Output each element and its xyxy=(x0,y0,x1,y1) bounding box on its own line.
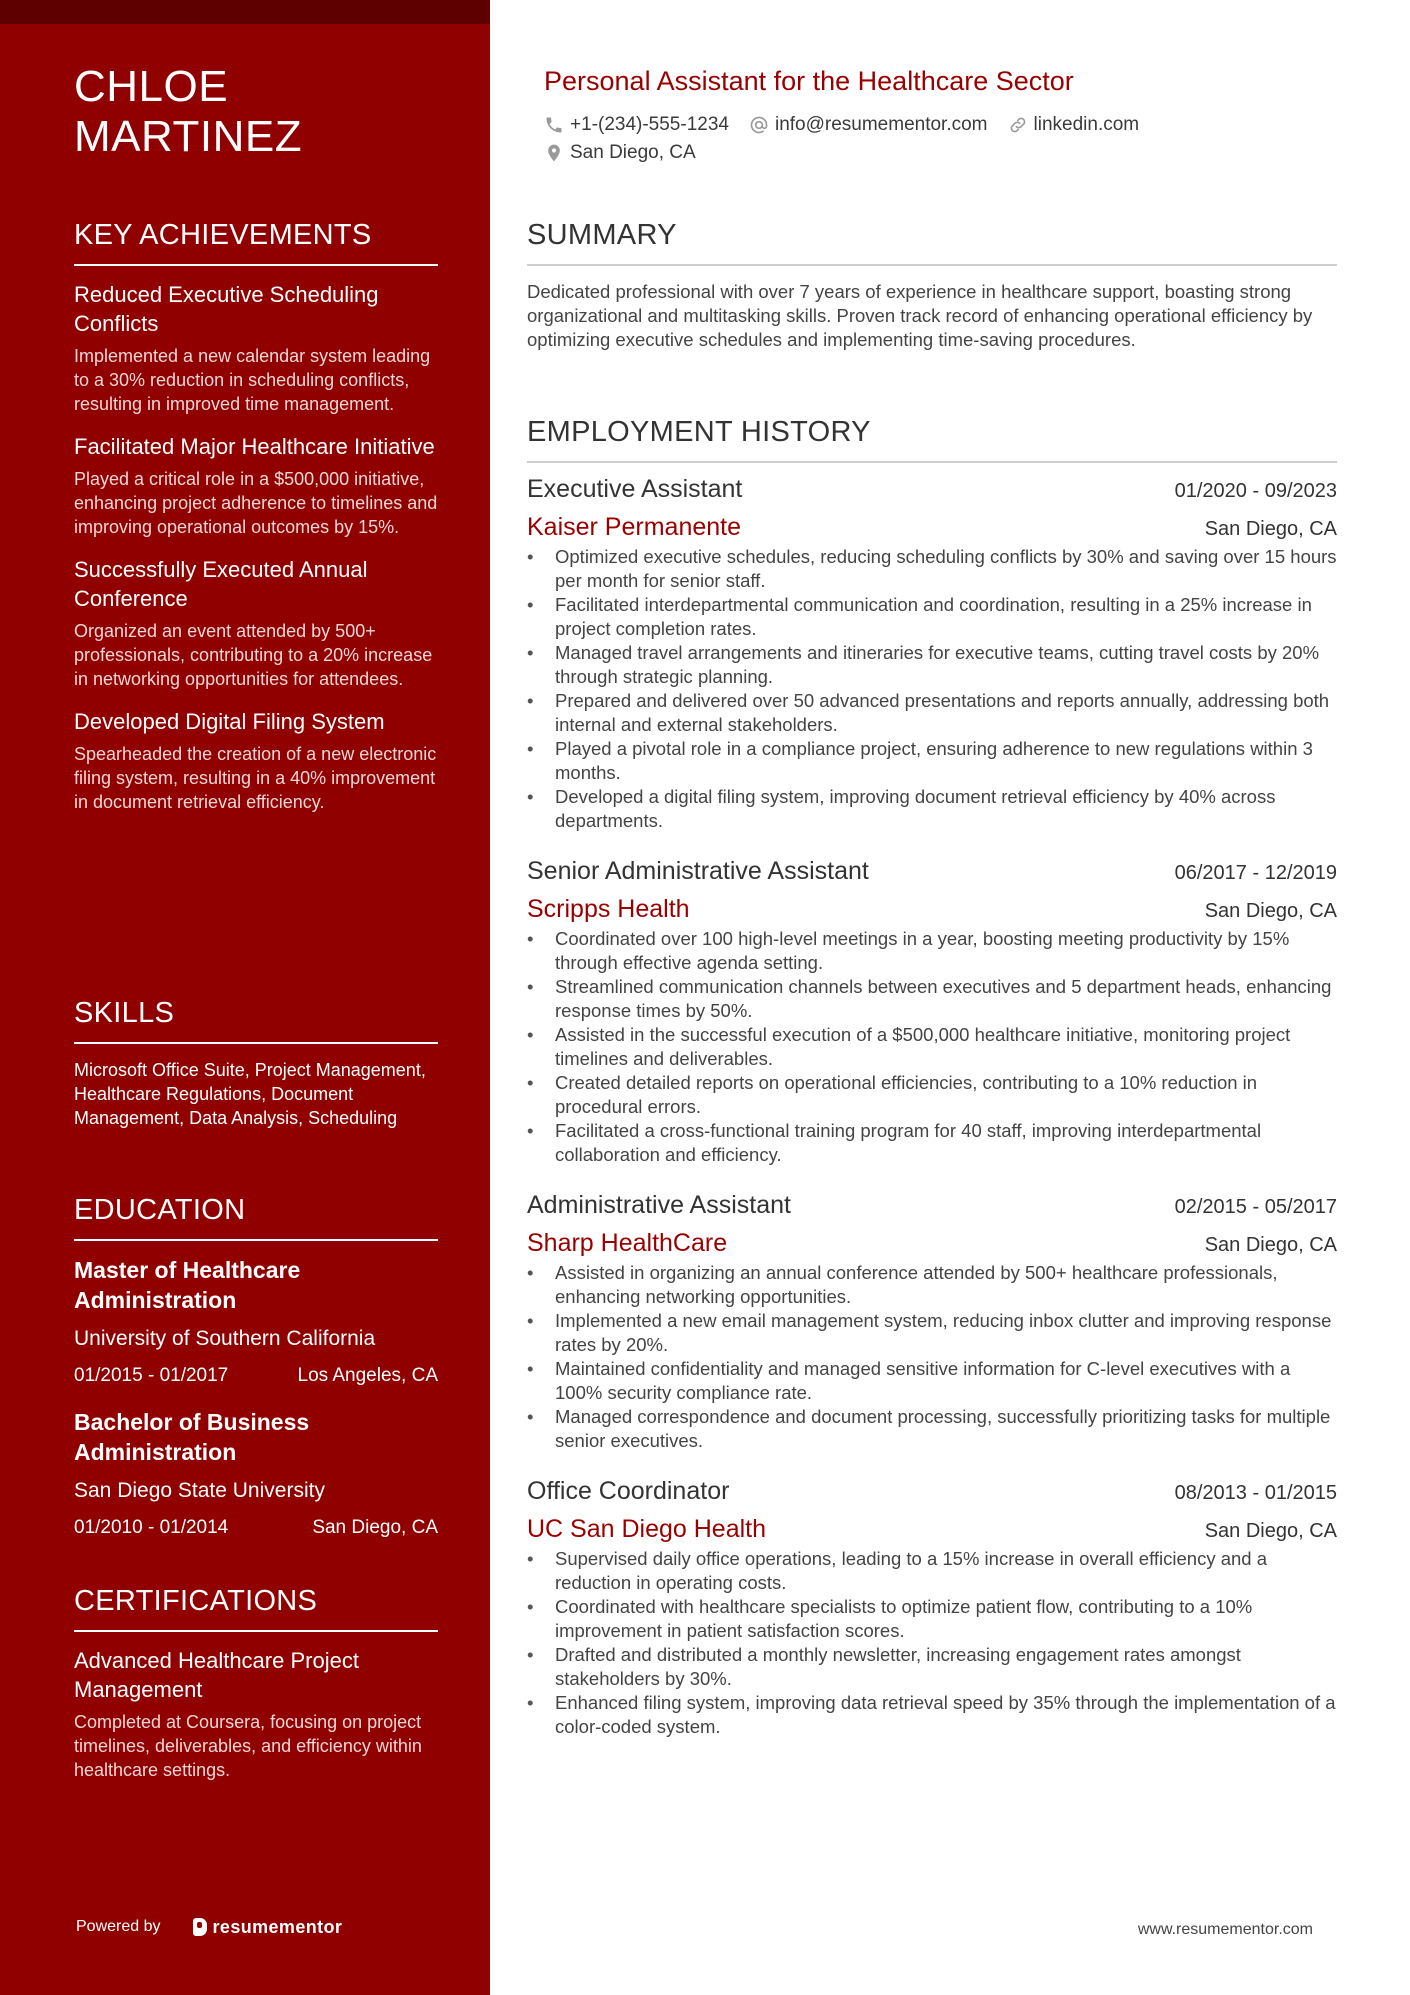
education-dates: 01/2010 - 01/2014 xyxy=(74,1517,229,1538)
headline: Personal Assistant for the Healthcare Sector xyxy=(544,66,1074,96)
skills-heading: SKILLS xyxy=(74,996,438,1044)
candidate-name: CHLOE MARTINEZ xyxy=(74,62,303,161)
achievement-desc: Implemented a new calendar system leading to a 30% reduction in scheduling conflicts, resulting in improved time management. xyxy=(74,346,431,414)
education-location: San Diego, CA xyxy=(312,1517,438,1538)
achievement-item xyxy=(74,707,438,814)
contact-linkedin[interactable] xyxy=(1008,113,1140,137)
skills-list: Microsoft Office Suite, Project Management, Healthcare Regulations, Document Management, Data Analysis, Scheduling xyxy=(74,1060,426,1128)
powered-by-label: Powered by xyxy=(76,1918,161,1935)
job-bullet: • Maintained confidentiality and managed sensitive information for C-level executives with a 100% security compliance rate. xyxy=(527,1357,1337,1405)
contact-phone[interactable] xyxy=(544,113,729,137)
job-role: Executive Assistant xyxy=(527,475,743,503)
job-bullet: • Prepared and delivered over 50 advanced presentations and reports annually, addressing both internal and external stakeholders. xyxy=(527,689,1337,737)
job-bullet: • Assisted in organizing an annual conference attended by 500+ healthcare professionals, enhancing networking opportunities. xyxy=(527,1261,1337,1309)
brand-name: resumementor xyxy=(212,1917,343,1937)
education-heading: EDUCATION xyxy=(74,1193,438,1241)
job-location: San Diego, CA xyxy=(1204,900,1337,922)
job-entry xyxy=(527,1189,1337,1453)
job-dates: 02/2015 - 05/2017 xyxy=(1174,1196,1337,1218)
job-bullet: • Managed correspondence and document processing, successfully prioritizing tasks for multiple senior executives. xyxy=(527,1405,1337,1453)
contact-row-location xyxy=(544,141,716,165)
job-company: UC San Diego Health xyxy=(527,1515,767,1543)
education-item xyxy=(74,1407,438,1541)
education-school: University of Southern California xyxy=(74,1327,376,1350)
job-company: Scripps Health xyxy=(527,895,690,923)
job-bullets xyxy=(527,1547,1337,1739)
job-bullet: • Facilitated a cross-functional training program for 40 staff, improving interdepartmental collaboration and efficiency. xyxy=(527,1119,1337,1167)
employment-heading: EMPLOYMENT HISTORY xyxy=(527,415,1337,463)
job-location: San Diego, CA xyxy=(1204,1520,1337,1542)
job-role: Senior Administrative Assistant xyxy=(527,857,869,885)
education-degree: Bachelor of Business Administration xyxy=(74,1409,310,1465)
achievement-item xyxy=(74,432,438,539)
job-bullet: • Played a pivotal role in a compliance project, ensuring adherence to new regulations within 3 months. xyxy=(527,737,1337,785)
achievement-desc: Played a critical role in a $500,000 initiative, enhancing project adherence to timelines and improving operational outcomes by 15%. xyxy=(74,469,438,537)
location-icon xyxy=(544,143,564,163)
job-bullets xyxy=(527,545,1337,833)
job-dates: 08/2013 - 01/2015 xyxy=(1174,1482,1337,1504)
link-icon xyxy=(1008,115,1028,135)
location-text: San Diego, CA xyxy=(570,142,696,163)
achievement-desc: Organized an event attended by 500+ professionals, contributing to a 20% increase in networking opportunities for attendees. xyxy=(74,621,433,689)
job-bullet: • Enhanced filing system, improving data retrieval speed by 35% through the implementation of a color-coded system. xyxy=(527,1691,1337,1739)
summary-section xyxy=(527,218,1337,352)
job-bullets xyxy=(527,927,1337,1167)
contact-location xyxy=(544,141,696,165)
job-bullet: • Coordinated with healthcare specialists to optimize patient flow, contributing to a 10% improvement in patient satisfaction scores. xyxy=(527,1595,1337,1643)
job-location: San Diego, CA xyxy=(1204,518,1337,540)
sidebar-top-strip xyxy=(0,0,490,24)
education-meta xyxy=(74,1363,438,1389)
job-role: Office Coordinator xyxy=(527,1477,730,1505)
job-bullet: • Developed a digital filing system, improving document retrieval efficiency by 40% across departments. xyxy=(527,785,1337,833)
certifications-section xyxy=(74,1584,438,1782)
education-degree: Master of Healthcare Administration xyxy=(74,1257,301,1313)
phone-icon xyxy=(544,115,564,135)
education-dates: 01/2015 - 01/2017 xyxy=(74,1365,229,1386)
education-meta xyxy=(74,1515,438,1541)
certifications-heading: CERTIFICATIONS xyxy=(74,1584,438,1632)
education-school: San Diego State University xyxy=(74,1479,325,1502)
achievement-title: Reduced Executive Scheduling Conflicts xyxy=(74,282,379,336)
linkedin-link: linkedin.com xyxy=(1033,114,1140,135)
job-location: San Diego, CA xyxy=(1204,1234,1337,1256)
powered-by xyxy=(76,1916,342,1938)
achievement-title: Developed Digital Filing System xyxy=(74,709,385,734)
achievement-desc: Spearheaded the creation of a new electronic filing system, resulting in a 40% improvement in document retrieval efficiency. xyxy=(74,744,437,812)
job-role: Administrative Assistant xyxy=(527,1191,791,1219)
skills-section xyxy=(74,996,438,1130)
education-section xyxy=(74,1193,438,1559)
job-bullet: • Coordinated over 100 high-level meetings in a year, boosting meeting productivity by 15% through effective agenda setting. xyxy=(527,927,1337,975)
key-achievements-heading: KEY ACHIEVEMENTS xyxy=(74,218,438,266)
resumementor-logo-icon xyxy=(193,1918,207,1936)
education-location: Los Angeles, CA xyxy=(297,1365,438,1386)
contact-row xyxy=(544,113,1159,137)
job-company: Kaiser Permanente xyxy=(527,513,742,541)
certification-item xyxy=(74,1646,438,1782)
job-entry xyxy=(527,473,1337,833)
job-entry xyxy=(527,1475,1337,1739)
job-bullet: • Created detailed reports on operational efficiencies, contributing to a 10% reduction in procedural errors. xyxy=(527,1071,1337,1119)
job-dates: 06/2017 - 12/2019 xyxy=(1174,862,1337,884)
job-entry xyxy=(527,855,1337,1167)
phone-number: +1-(234)-555-1234 xyxy=(570,114,729,135)
job-bullet: • Assisted in the successful execution of a $500,000 healthcare initiative, monitoring project timelines and deliverables. xyxy=(527,1023,1337,1071)
contact-email[interactable] xyxy=(749,113,988,137)
email-address: info@resumementor.com xyxy=(774,114,988,135)
key-achievements-section xyxy=(74,218,438,830)
job-bullet: • Drafted and distributed a monthly newsletter, increasing engagement rates amongst stakeholders by 30%. xyxy=(527,1643,1337,1691)
summary-text: Dedicated professional with over 7 years of experience in healthcare support, boasting strong organizational and multitasking skills. Proven track record of enhancing operational efficiency by optimizing executive schedules and implementing time-saving procedures. xyxy=(527,281,1313,350)
sidebar xyxy=(0,0,490,1995)
job-bullet: • Optimized executive schedules, reducing scheduling conflicts by 30% and saving over 15 hours per month for senior staff. xyxy=(527,545,1337,593)
certification-desc: Completed at Coursera, focusing on project timelines, deliverables, and efficiency within healthcare settings. xyxy=(74,1712,422,1780)
achievement-item xyxy=(74,555,438,691)
job-bullet: • Streamlined communication channels between executives and 5 department heads, enhancing response times by 50%. xyxy=(527,975,1337,1023)
job-dates: 01/2020 - 09/2023 xyxy=(1174,480,1337,502)
footer-url[interactable]: www.resumementor.com xyxy=(1137,1921,1313,1938)
brand-logo[interactable] xyxy=(193,1916,343,1938)
job-bullet: • Implemented a new email management system, reducing inbox clutter and improving response rates by 20%. xyxy=(527,1309,1337,1357)
certification-title: Advanced Healthcare Project Management xyxy=(74,1648,359,1702)
achievement-title: Successfully Executed Annual Conference xyxy=(74,557,368,611)
job-bullet: • Supervised daily office operations, leading to a 15% increase in overall efficiency and a reduction in operating costs. xyxy=(527,1547,1337,1595)
job-bullets xyxy=(527,1261,1337,1453)
achievement-item xyxy=(74,280,438,416)
summary-heading: SUMMARY xyxy=(527,218,1337,266)
job-company: Sharp HealthCare xyxy=(527,1229,728,1257)
education-item xyxy=(74,1255,438,1389)
job-bullet: • Facilitated interdepartmental communication and coordination, resulting in a 25% increase in project completion rates. xyxy=(527,593,1337,641)
email-icon xyxy=(749,115,769,135)
employment-section xyxy=(527,415,1337,1739)
achievement-title: Facilitated Major Healthcare Initiative xyxy=(74,434,435,459)
job-bullet: • Managed travel arrangements and itineraries for executive teams, cutting travel costs by 20% through strategic planning. xyxy=(527,641,1337,689)
